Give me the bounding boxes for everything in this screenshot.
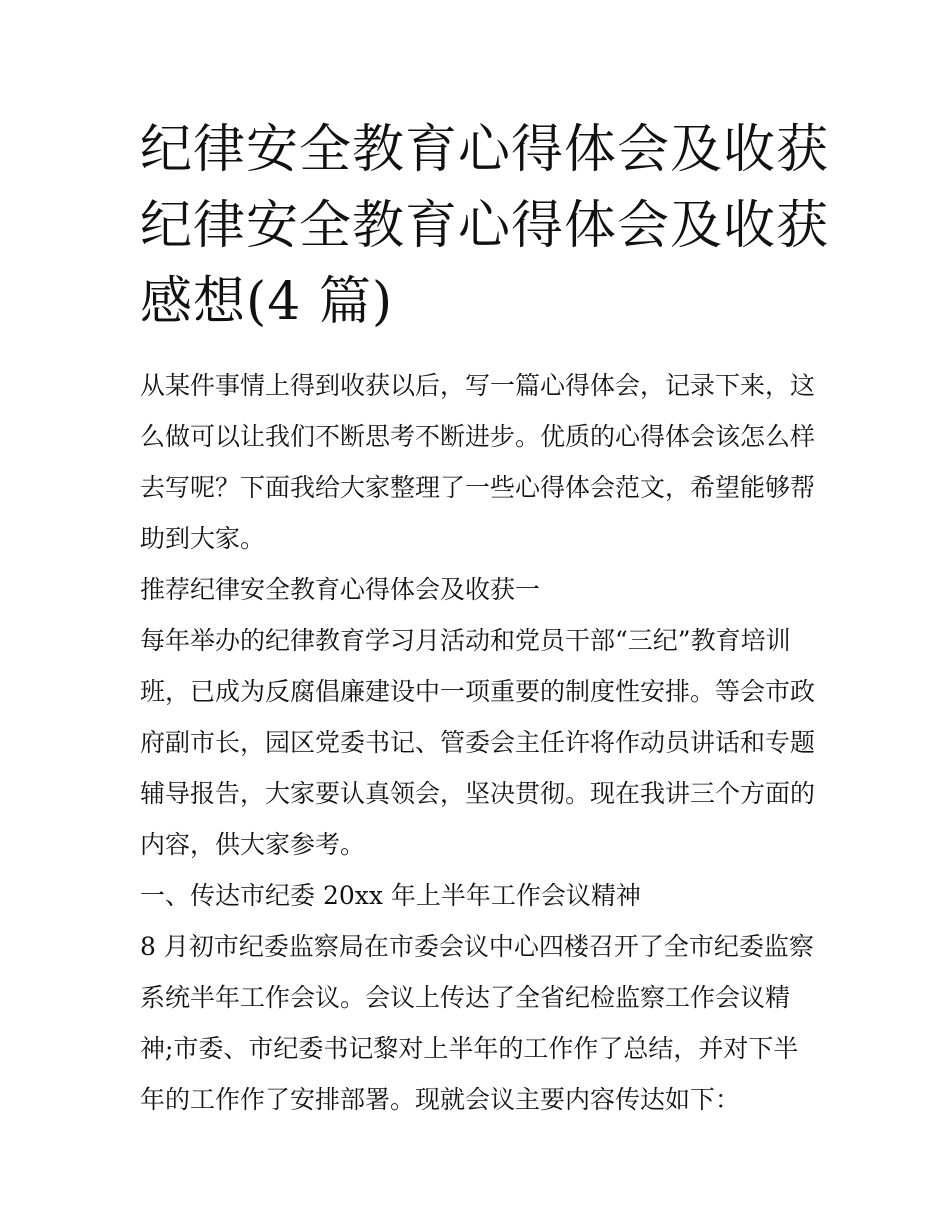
body-line-10: 内容，供大家参考。 <box>140 830 366 859</box>
body-line-12: 8 月初市纪委监察局在市委会议中心四楼召开了全市纪委监察 <box>140 932 814 961</box>
document-title <box>140 112 830 340</box>
document-page <box>140 112 830 1125</box>
section-heading-1: 推荐纪律安全教育心得体会及收获一 <box>140 575 541 604</box>
body-line-13: 系统半年工作会议。会议上传达了全省纪检监察工作会议精 <box>140 983 791 1012</box>
body-line-2: 么做可以让我们不断思考不断进步。优质的心得体会该怎么样 <box>140 422 816 451</box>
body-line-14: 神;市委、市纪委书记黎对上半年的工作作了总结，并对下半 <box>140 1034 799 1063</box>
title-line-3: 感想(4 篇) <box>140 272 394 332</box>
body-line-7: 班，已成为反腐倡廉建设中一项重要的制度性安排。等会市政 <box>140 677 816 706</box>
body-line-9: 辅导报告，大家要认真领会，坚决贯彻。现在我讲三个方面的 <box>140 779 816 808</box>
body-line-8: 府副市长，园区党委书记、管委会主任许将作动员讲话和专题 <box>140 728 816 757</box>
body-line-6: 每年举办的纪律教育学习月活动和党员干部“三纪”教育培训 <box>140 626 791 655</box>
subsection-heading-1: 一、传达市纪委 20xx 年上半年工作会议精神 <box>140 881 641 910</box>
body-line-1: 从某件事情上得到收获以后，写一篇心得体会，记录下来，这 <box>140 371 816 400</box>
title-line-1: 纪律安全教育心得体会及收获 <box>140 120 830 180</box>
body-line-3: 去写呢？下面我给大家整理了一些心得体会范文，希望能够帮 <box>140 473 816 502</box>
body-line-4: 助到大家。 <box>140 524 266 553</box>
title-line-2: 纪律安全教育心得体会及收获 <box>140 196 830 256</box>
body-line-15: 年的工作作了安排部署。现就会议主要内容传达如下： <box>140 1085 741 1114</box>
document-body <box>140 360 820 1125</box>
